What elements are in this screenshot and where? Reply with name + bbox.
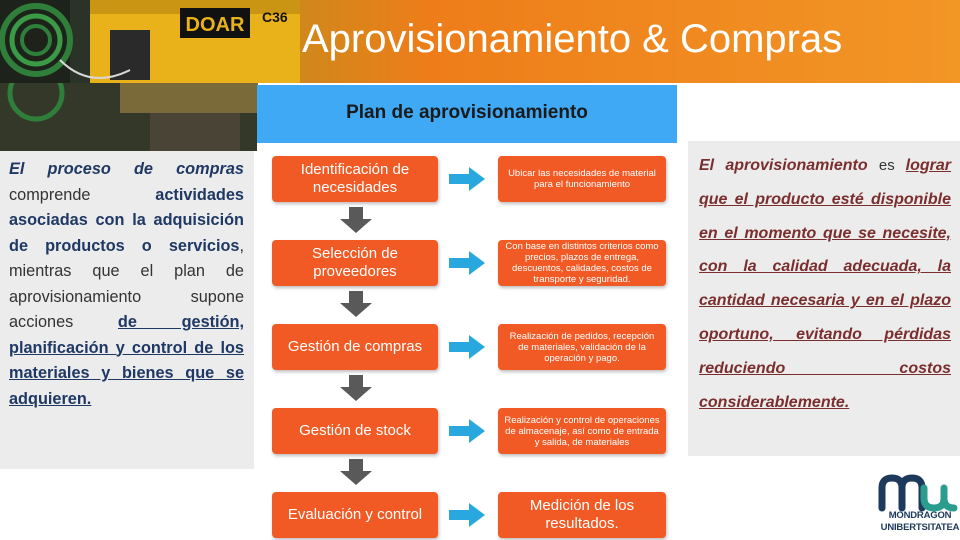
arrow-down-icon bbox=[340, 375, 372, 401]
desc-seleccion: Con base en distintos criterios como precios, plazos de entrega, descuentos, calidades, costos de transporte y seguridad. bbox=[498, 240, 666, 286]
desc-gestion-compras: Realización de pedidos, recepción de materiales, validación de la operación y pago. bbox=[498, 324, 666, 370]
arrow-down-icon bbox=[340, 291, 372, 317]
diagram-title: Plan de aprovisionamiento bbox=[346, 102, 588, 123]
supply-definition: El aprovisionamiento es lograr que el producto esté disponible en el momento que se necesite, con la calidad adecuada, la cantidad necesaria y en el plazo oportuno, evitando pérdidas reduciendo costos considerablemente. bbox=[699, 157, 952, 411]
logo-line-2: UNIBERTSITATEA bbox=[880, 522, 960, 533]
arrow-right-icon bbox=[449, 335, 485, 359]
arrow-right-icon bbox=[449, 419, 485, 443]
machine-model-text: C36 bbox=[262, 9, 288, 25]
step-identificacion: Identificación de necesidades bbox=[272, 156, 438, 202]
desc-identificacion: Ubicar las necesidades de material para el funcionamiento bbox=[498, 156, 666, 202]
machine-brand-text: DOAR bbox=[185, 14, 245, 36]
header-band bbox=[0, 0, 960, 83]
arrow-right-icon bbox=[449, 251, 485, 275]
arrow-right-icon bbox=[449, 167, 485, 191]
machine-photo-lower bbox=[0, 83, 258, 151]
logo-line-1: MONDRAGON bbox=[888, 510, 952, 521]
step-evaluacion: Evaluación y control bbox=[272, 492, 438, 538]
desc-gestion-stock: Realización y control de operaciones de almacenaje, así como de entrada y salida, de materiales bbox=[498, 408, 666, 454]
step-gestion-stock: Gestión de stock bbox=[272, 408, 438, 454]
arrow-down-icon bbox=[340, 207, 372, 233]
step-seleccion: Selección de proveedores bbox=[272, 240, 438, 286]
purchasing-definition: El proceso de compras comprende actividades asociadas con la adquisición de productos o servicios, mientras que el plan de aprovisionamiento supone acciones de gestión, planificación y control de los materiales y bienes que se adquieren. bbox=[9, 160, 244, 408]
step-gestion-compras: Gestión de compras bbox=[272, 324, 438, 370]
arrow-right-icon bbox=[449, 503, 485, 527]
machine-photo bbox=[0, 0, 300, 83]
arrow-down-icon bbox=[340, 459, 372, 485]
desc-evaluacion: Medición de los resultados. bbox=[498, 492, 666, 538]
slide-title: Aprovisionamiento & Compras bbox=[302, 17, 843, 61]
